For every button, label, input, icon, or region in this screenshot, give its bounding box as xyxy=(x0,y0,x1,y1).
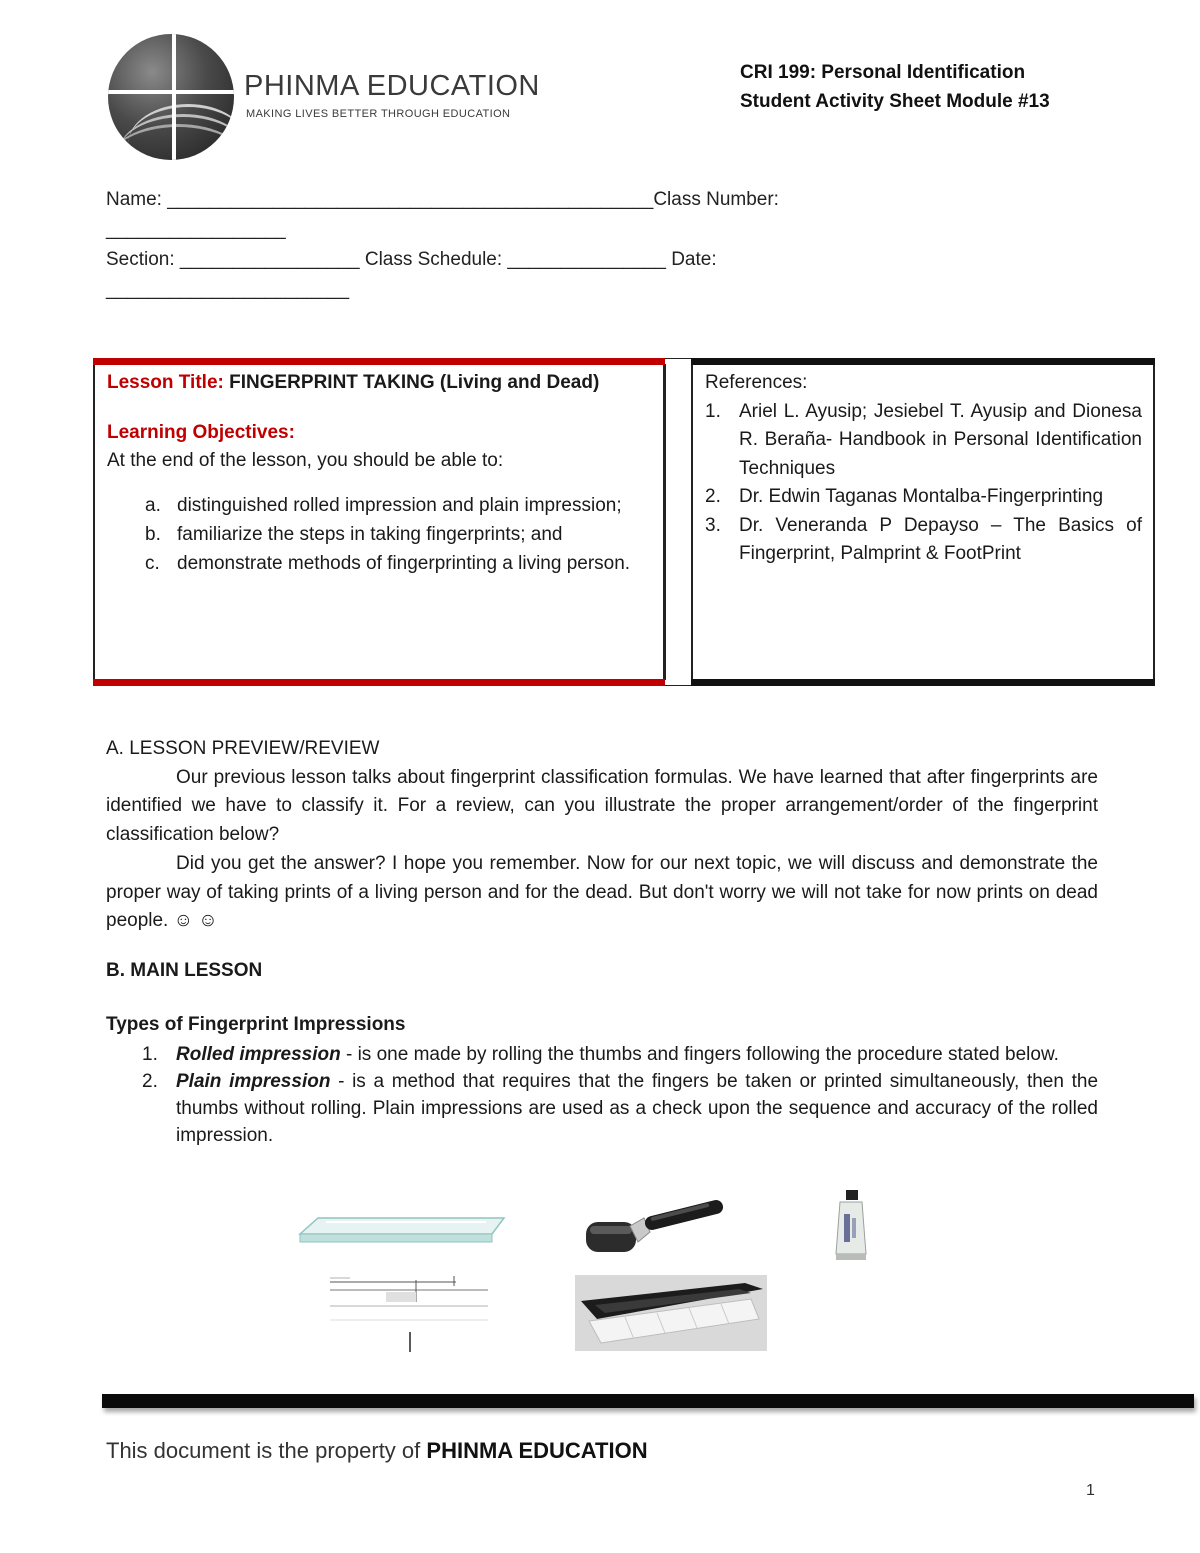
footer-bar xyxy=(102,1394,1194,1408)
references-box-top-bar xyxy=(691,358,1155,365)
section-a-paragraph-1: Our previous lesson talks about fingerprint classification formulas. We have learned that after fingerprints are identified we have to classify it. For a review, can you illustrate the proper arrangement/order of the fingerprint classification below? xyxy=(106,766,1098,846)
objectives-list xyxy=(107,491,653,578)
objectives-intro: At the end of the lesson, you should be able to: xyxy=(107,450,504,471)
student-info-form xyxy=(106,185,1106,305)
footer-brand: PHINMA EDUCATION xyxy=(426,1438,648,1463)
references-box xyxy=(691,358,1155,686)
sheet-title: Student Activity Sheet Module #13 xyxy=(740,91,1050,112)
box-separator xyxy=(665,364,692,680)
lesson-box-top-bar xyxy=(93,358,665,365)
references-list xyxy=(705,398,1142,569)
section-lesson-preview xyxy=(106,735,1098,936)
list-item: 1. Rolled impression - is one made by rolling the thumbs and fingers following the procedure stated below. xyxy=(142,1044,1059,1065)
list-item: c. demonstrate methods of fingerprinting a living person. xyxy=(145,553,631,574)
references-label: References: xyxy=(705,372,808,393)
references-box-bottom-bar xyxy=(691,679,1155,686)
brand-name: PHINMA EDUCATION xyxy=(244,70,540,102)
date-blank-line[interactable]: _______________________ xyxy=(106,279,350,300)
lesson-title-text: FINGERPRINT TAKING (Living and Dead) xyxy=(229,372,600,393)
fingerprint-card-image xyxy=(326,1272,492,1356)
list-item: 3. Dr. Veneranda P Depayso – The Basics of Fingerprint, Palmprint & FootPrint xyxy=(705,514,1142,564)
lesson-box xyxy=(93,358,665,686)
objectives-label: Learning Objectives: xyxy=(107,422,295,443)
course-title: CRI 199: Personal Identification xyxy=(740,62,1026,83)
list-item: b. familiarize the steps in taking fingerprints; and xyxy=(145,524,563,545)
footer-ownership-text xyxy=(106,1438,648,1464)
section-a-paragraph-2: Did you get the answer? I hope you remember. Now for our next topic, we will discuss and demonstrate the proper way of taking prints of a living person and for the dead. But don't worry we will not take for now prints on dead people. ☺ ☺ xyxy=(106,852,1098,932)
section-schedule-date-line[interactable]: Section: _________________ Class Schedule: _______________ Date: xyxy=(106,249,717,270)
ink-roller-image xyxy=(580,1196,730,1260)
fingerprint-tray-image xyxy=(575,1275,767,1351)
list-item: 2. Plain impression - is a method that requires that the fingers be taken or printed simultaneously, then the thumbs without rolling. Plain impressions are used as a check upon the sequence and accuracy of the rolled impression. xyxy=(142,1071,1099,1146)
classnumber-blank-line[interactable]: _________________ xyxy=(106,219,286,240)
lesson-box-bottom-bar xyxy=(93,679,665,686)
logo-emblem xyxy=(108,34,234,160)
list-item: a. distinguished rolled impression and plain impression; xyxy=(145,495,622,516)
section-a-heading: A. LESSON PREVIEW/REVIEW xyxy=(106,738,380,759)
page-number: 1 xyxy=(1086,1482,1095,1499)
ink-tube-image xyxy=(830,1190,872,1262)
lesson-title xyxy=(107,369,653,397)
glass-slab-image xyxy=(296,1214,506,1246)
course-header xyxy=(740,58,1050,116)
brand-tagline: MAKING LIVES BETTER THROUGH EDUCATION xyxy=(246,108,511,120)
list-item: 1. Ariel L. Ayusip; Jesiebel T. Ayusip and Dionesa R. Beraña- Handbook in Personal Identification Techniques xyxy=(705,400,1142,479)
impression-types-list xyxy=(106,1041,1098,1149)
lesson-title-label: Lesson Title: xyxy=(107,372,224,393)
name-classnumber-line[interactable]: Name: ______________________________________________Class Number: xyxy=(106,189,779,210)
types-title: Types of Fingerprint Impressions xyxy=(106,1014,406,1035)
footer-prefix: This document is the property of xyxy=(106,1438,421,1463)
section-b-heading: B. MAIN LESSON xyxy=(106,960,263,981)
phinma-logo xyxy=(108,34,540,160)
list-item: 2. Dr. Edwin Taganas Montalba-Fingerprinting xyxy=(705,486,1104,507)
